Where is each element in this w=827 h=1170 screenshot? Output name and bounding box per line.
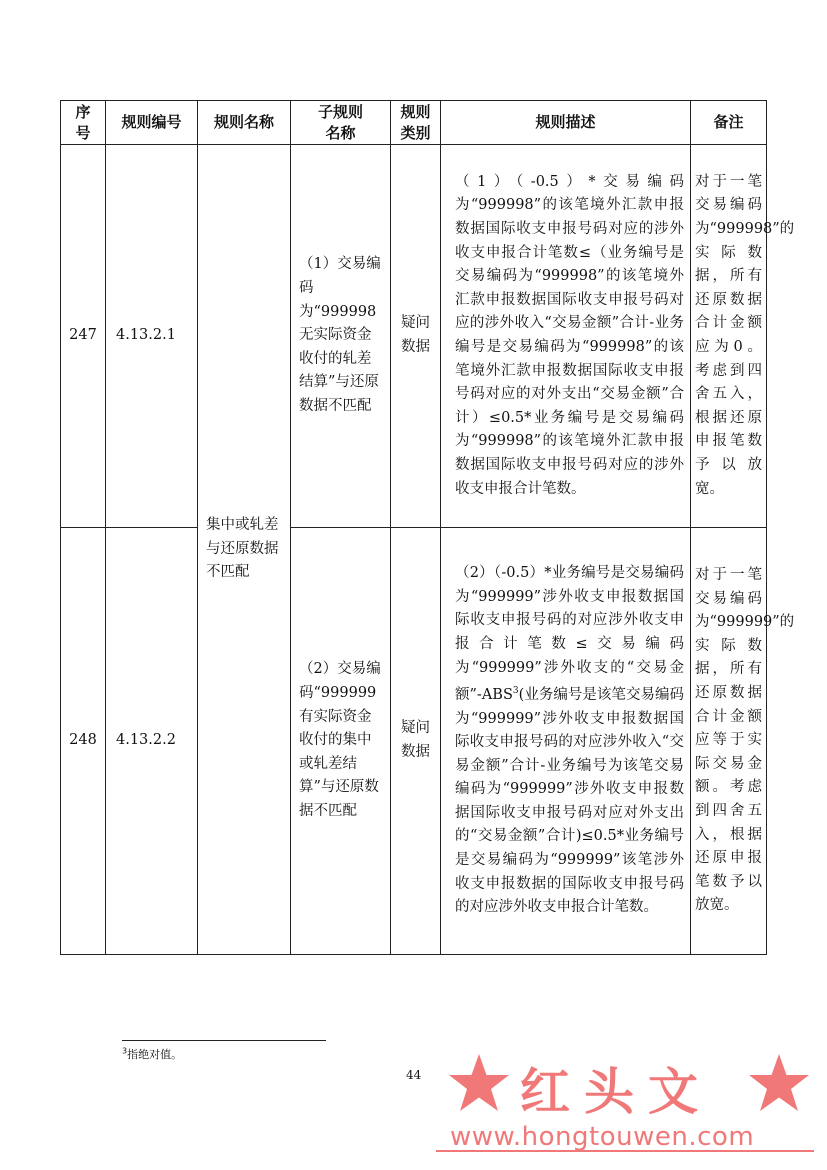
- rules-table: [60, 100, 795, 955]
- row-rule-code: 4.13.2.1: [106, 145, 198, 528]
- header-sub-rule-name: 子规则名称: [291, 101, 391, 145]
- row-rule-category: 疑问数据: [391, 528, 441, 955]
- row-rule-category: 疑问数据: [391, 145, 441, 528]
- description-part-b: (业务编号是该笔交易编码为“999999”涉外收支申报数据国际收支申报号码的对应涉外收入“交易金额”合计-业务编号为该笔交易编码为“999999”涉外收支申报数据国际收支申报号码对应对外支出的“交易金额”合计)≤0.5*业务编号是交易编码为“999999”该笔涉外收支申报数据的国际收支申报号码的对应涉外收支申报合计笔数。: [455, 686, 685, 916]
- description-part-a: （2）（-0.5）*业务编号是交易编码为“999999”涉外收支申报数据国际收支申报号码的对应涉外收支申报合计笔数≤交易编码为“999999”涉外收支的“交易金额”-ABS: [455, 565, 684, 703]
- header-seq: 序号: [61, 101, 106, 145]
- description-text: [455, 562, 684, 920]
- footnote: [122, 1046, 182, 1062]
- row-note: 对于一笔交易编码为“999998”的实际数据，所有还原数据合计金额应为0。考虑到四舍五入，根据还原申报笔数予以放宽。: [691, 145, 767, 528]
- footnote-ref: 3: [512, 686, 519, 697]
- footnote-divider: [122, 1040, 326, 1041]
- table-row: [61, 145, 767, 528]
- rule-name-merged: 集中或轧差与还原数据不匹配: [198, 145, 291, 955]
- page-number: 44: [406, 1068, 422, 1082]
- row-rule-code: 4.13.2.2: [106, 528, 198, 955]
- table-row: [61, 528, 767, 955]
- star-icon: [448, 1052, 510, 1114]
- row-rule-description: [441, 528, 691, 955]
- row-note: 对于一笔交易编码为“999999”的实际数据，所有还原数据合计金额应等于实际交易金额。考虑到四舍五入，根据还原申报笔数予以放宽。: [691, 528, 767, 955]
- description-text: （1）（-0.5）*交易编码为“999998”的该笔境外汇款申报数据国际收支申报号码对应的涉外收支申报合计笔数≤（业务编号是交易编码为“999998”的该笔境外汇款申报数据国际收支申报号码对应的涉外收入“交易金额”合计-业务编号是交易编码为“999998”的该笔境外汇款申报数据国际收支申报号码对应的对外支出“交易金额”合计）≤0.5*业务编号是交易编码为“999998”的该笔境外汇款申报数据国际收支申报号码对应的涉外收支申报合计笔数。: [455, 173, 684, 497]
- star-icon: [748, 1052, 810, 1114]
- row-rule-description: [441, 145, 691, 528]
- watermark-title: 红头文: [520, 1063, 712, 1121]
- footnote-text: 指绝对值。: [127, 1048, 183, 1061]
- row-seq: 248: [61, 528, 106, 955]
- footnote-mark: 3: [122, 1046, 128, 1056]
- header-rule-name: 规则名称: [198, 101, 291, 145]
- table-header-row: [61, 101, 767, 145]
- row-sub-rule-name: （1）交易编码为“999998 无实际资金收付的轧差结算”与还原数据不匹配: [291, 145, 391, 528]
- header-note: 备注: [691, 101, 767, 145]
- header-rule-category: 规则类别: [391, 101, 441, 145]
- row-seq: 247: [61, 145, 106, 528]
- watermark-url: www.hongtouwen.com: [450, 1122, 755, 1152]
- watermark-underline: [436, 1150, 814, 1152]
- row-sub-rule-name: （2）交易编码“999999 有实际资金收付的集中或轧差结算”与还原数据不匹配: [291, 528, 391, 955]
- header-rule-code: 规则编号: [106, 101, 198, 145]
- header-rule-description: 规则描述: [441, 101, 691, 145]
